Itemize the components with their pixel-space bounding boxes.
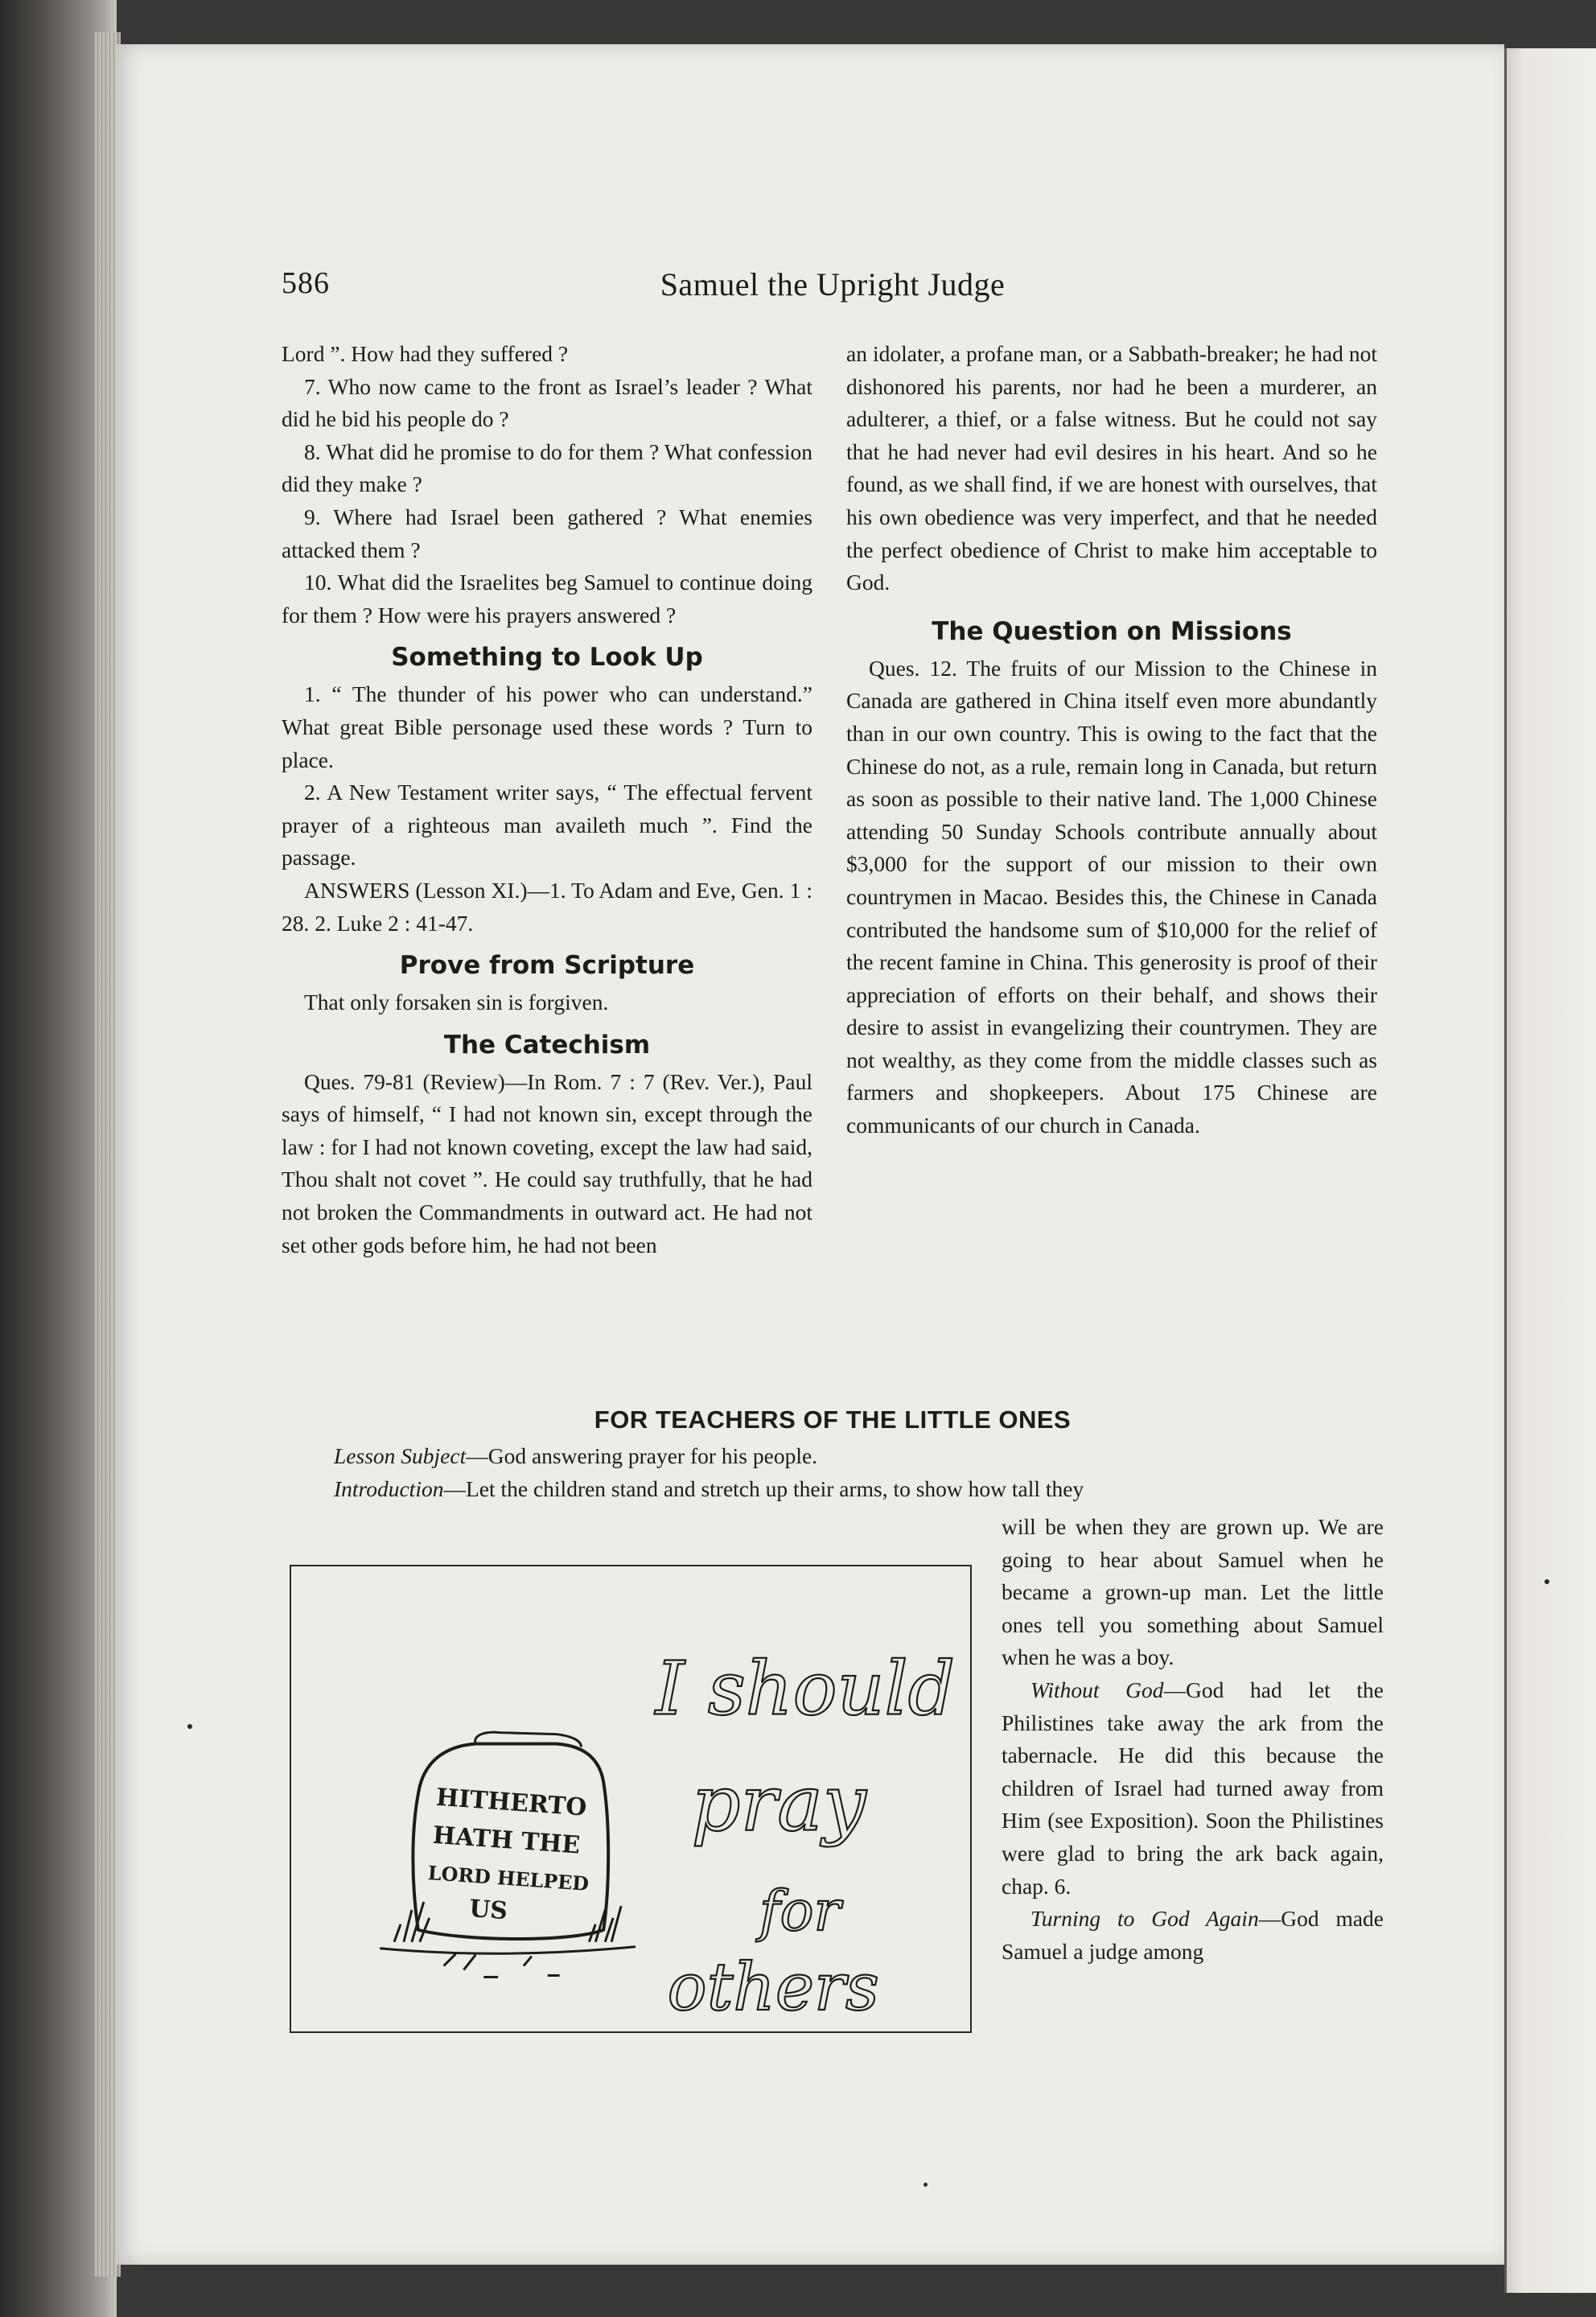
page-number: 586: [282, 266, 330, 300]
introduction-label: Introduction: [334, 1475, 444, 1501]
without-god-text: —God had let the Philistines take away the ark from the tabernacle. He did this because the children of Israel had turned away from Him (see Exposition). Soon the Philistines were glad to bring the ark back again, chap. 6.: [1002, 1677, 1384, 1899]
introduction-text: —Let the children stand and stretch up their arms, to show how tall they: [443, 1475, 1084, 1501]
without-god-label: Without God: [1030, 1677, 1164, 1702]
answers-text: ANSWERS (Lesson XI.)—1. To Adam and Eve, Gen. 1 : 28. 2. Luke 2 : 41-47.: [282, 877, 812, 936]
lesson-subject: [282, 1440, 1384, 1473]
page-header: [282, 265, 1384, 314]
paragraph: Lord ”. How had they suffered ?: [282, 341, 569, 366]
question-7: 7. Who now came to the front as Israel’s leader ? What did he bid his people do ?: [282, 373, 812, 432]
lesson-subject-label: Lesson Subject: [334, 1443, 467, 1468]
section-heading-prove: Prove from Scripture: [399, 951, 695, 981]
script-line-2: pray: [691, 1759, 866, 1849]
teachers-side-column: [1002, 1511, 1384, 1968]
look-up-item-1: 1. “ The thunder of his power who can understand.” What great Bible personage used these words ? Turn to place.: [282, 681, 812, 772]
introduction-continued: will be when they are grown up. We are going to hear about Samuel when he became a grown-up man. Let the little ones tell you something about Samuel when he was a boy.: [1002, 1514, 1384, 1670]
teachers-section: [282, 1400, 1384, 1505]
without-god-paragraph: [1002, 1674, 1384, 1903]
turning-text: —God made Samuel a judge among: [1002, 1906, 1384, 1964]
running-title: Samuel the Upright Judge: [660, 266, 1006, 302]
section-heading-catechism: The Catechism: [443, 1030, 651, 1060]
question-8: 8. What did he promise to do for them ? What confession did they make ?: [282, 438, 812, 497]
page-mark: [923, 2183, 928, 2187]
look-up-item-2: 2. A New Testament writer says, “ The effectual fervent prayer of a righteous man availeth much ”. Find the passage.: [282, 780, 812, 870]
prove-text: That only forsaken sin is forgiven.: [304, 990, 609, 1015]
stone-inscription-1: HITHERTO: [434, 1783, 588, 1822]
right-column: [846, 338, 1377, 1142]
introduction-line: [282, 1473, 1384, 1506]
missions-text: Ques. 12. The fruits of our Mission to the Chinese in Canada are gathered in China itself even more abundantly than in our own country. This is owing to the fact that the Chinese do not, as a rule, remain long in Canada, but return as soon as possible to their native land. The 1,000 Chinese attending 50 Sunday Schools contribute annually about $3,000 for the support of our mission to their own countrymen in Macao. Besides this, the Chinese in Canada contributed the handsome sum of $10,000 for the relief of the recent famine in China. This generosity is proof of their appreciation of efforts on their behalf, and shows their desire to assist in evangelizing their countrymen. They are not wealthy, as they come from the middle classes such as farmers and shopkeepers. About 175 Chinese are communicants of our church in Canada.: [846, 655, 1377, 1138]
illustration-drawing: [291, 1566, 970, 2031]
catechism-text: Ques. 79-81 (Review)—In Rom. 7 : 7 (Rev. Ver.), Paul says of himself, “ I had not known sin, except through the law : for I had not known coveting, except the law had said, Thou shalt not covet ”. He could say truthfully, that he had not broken the Commandments in outward act. He had not set other gods before him, he had not been: [282, 1068, 812, 1257]
script-line-1: I should: [655, 1645, 956, 1732]
facing-page-edge: [1504, 48, 1596, 2293]
question-9: 9. Where had Israel been gathered ? What enemies attacked them ?: [282, 504, 812, 562]
blackboard-illustration: [290, 1565, 972, 2033]
section-heading-missions: The Question on Missions: [932, 616, 1292, 646]
stone-inscription-4: US: [468, 1895, 509, 1926]
section-heading-look-up: Something to Look Up: [391, 643, 703, 673]
turning-label: Turning to God Again: [1030, 1906, 1259, 1932]
page-mark: [187, 1724, 192, 1729]
script-line-3: for: [759, 1878, 841, 1944]
lesson-subject-text: —God answering prayer for his people.: [466, 1443, 818, 1468]
catechism-continuation: an idolater, a profane man, or a Sabbath-breaker; he had not dishonored his parents, nor had he been a murderer, an adulterer, a thief, or a false witness. But he could not say that he had never had evil desires in his heart. And so he found, as we shall find, if we are honest with ourselves, that his own obedience was very imperfect, and that he needed the perfect obedience of Christ to make him acceptable to God.: [846, 341, 1377, 595]
left-column: [282, 338, 812, 1261]
stone-inscription-3: LORD HELPED: [426, 1862, 590, 1895]
question-10: 10. What did the Israelites beg Samuel to continue doing for them ? How were his prayers answered ?: [282, 570, 812, 628]
stone-inscription-2: HATH THE: [431, 1821, 582, 1860]
page-mark: [1545, 1579, 1549, 1584]
script-line-4: others: [667, 1949, 879, 2027]
turning-paragraph: [1002, 1903, 1384, 1968]
teachers-heading: FOR TEACHERS OF THE LITTLE ONES: [594, 1405, 1072, 1434]
